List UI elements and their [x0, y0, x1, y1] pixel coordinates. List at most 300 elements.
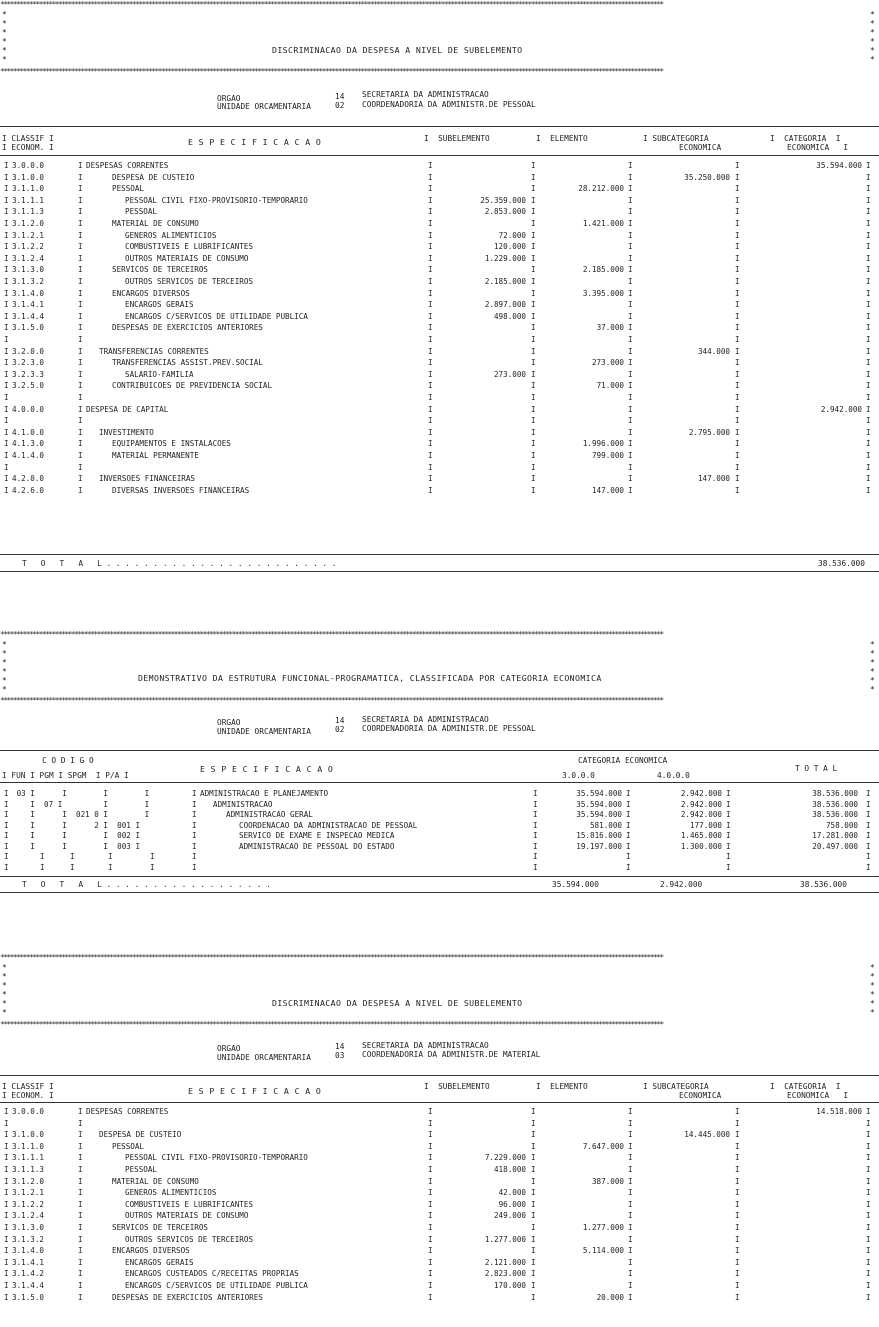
row-total: 38.536.000 — [812, 810, 858, 819]
col-header-codigo: C O D I G O — [42, 756, 94, 765]
row-description: PESSOAL CIVIL FIXO-PROVISORIO-TEMPORARIO — [125, 195, 308, 205]
row-sep: I — [735, 404, 740, 414]
row-sep: I — [628, 451, 633, 460]
row-sep: I — [626, 852, 631, 861]
row-sep: I — [866, 1176, 871, 1186]
row-elemento: 387.000 — [591, 1176, 624, 1186]
row-sep: I — [4, 381, 9, 391]
row-description: DESPESAS DE EXERCICIOS ANTERIORES — [112, 1292, 263, 1302]
row-sep: I — [4, 1246, 9, 1256]
row-cat-4000: 2.942.000 — [680, 799, 722, 809]
row-code: 4.1.0.0 — [12, 427, 45, 437]
row-sep: I — [533, 799, 538, 809]
row-code: 3.1.4.0 — [12, 1246, 45, 1256]
row-code: 4.2.6.0 — [12, 485, 45, 495]
row-sep: I — [78, 462, 83, 472]
row-sep: I — [866, 1246, 871, 1256]
row-sep: I — [531, 1292, 536, 1302]
row-sep: I — [866, 288, 871, 298]
table-rule — [0, 571, 879, 572]
row-sep: I — [628, 369, 633, 379]
row-sep: I — [628, 277, 633, 286]
row-sep: I — [108, 852, 113, 861]
row-sep: I — [628, 1188, 633, 1198]
row-sep: I — [531, 393, 536, 402]
row-sep: I — [866, 799, 871, 809]
row-description: ENCARGOS CUSTEADOS C/RECEITAS PROPRIAS — [125, 1269, 299, 1279]
banner-edge-right: * * * * * * — [870, 10, 875, 64]
table-row — [0, 1280, 879, 1291]
report-title: DISCRIMINACAO DA DESPESA A NIVEL DE SUBELEMENTO — [272, 998, 523, 1008]
row-sep: I — [866, 195, 871, 205]
row-code: 3.1.1.0 — [12, 184, 45, 194]
row-sep: I — [735, 1141, 740, 1151]
row-sep: I — [866, 1234, 871, 1244]
table-row — [0, 841, 879, 852]
row-description: GENEROS ALIMENTICIOS — [125, 230, 217, 240]
table-row — [0, 1141, 879, 1152]
row-sep: I — [4, 277, 9, 286]
table-row — [0, 172, 879, 183]
row-sep: I — [735, 1176, 740, 1186]
row-sep: I — [531, 485, 536, 495]
row-sep: I — [726, 820, 731, 830]
row-sep: I — [4, 335, 9, 344]
row-sep: I — [78, 288, 83, 298]
report-title: DISCRIMINACAO DA DESPESA A NIVEL DE SUBELEMENTO — [272, 45, 523, 55]
row-sep: I — [78, 1118, 83, 1128]
row-total: 17.281.000 — [812, 831, 858, 840]
row-description: ENCARGOS C/SERVICOS DE UTILIDADE PUBLICA — [125, 1281, 308, 1290]
row-subelemento: 273.000 — [493, 369, 526, 379]
table-row — [0, 1257, 879, 1268]
row-subcategoria: 2.795.000 — [688, 427, 730, 437]
row-sep: I — [428, 1292, 433, 1302]
row-subelemento: 2.121.000 — [484, 1257, 526, 1267]
row-sep: I — [628, 242, 633, 252]
row-sep: I — [531, 1107, 536, 1116]
row-sep: I — [531, 474, 536, 484]
row-sep: I — [78, 1211, 83, 1221]
row-sep: I — [531, 358, 536, 368]
unidade-code: 03 — [335, 1051, 345, 1060]
row-sep: I — [531, 1269, 536, 1279]
col-header-categoria-2: ECONOMICA I — [787, 143, 849, 152]
row-sep: I — [4, 810, 9, 819]
row-sep: I — [4, 311, 9, 321]
row-sep: I — [735, 207, 740, 217]
row-codes: 03 I I I I — [12, 789, 150, 798]
row-cat-4000: 2.942.000 — [680, 789, 722, 798]
row-sep: I — [4, 404, 9, 414]
row-sep: I — [735, 1281, 740, 1290]
row-sep: I — [866, 1165, 871, 1174]
row-elemento: 37.000 — [596, 323, 624, 333]
row-sep: I — [626, 820, 631, 830]
table-row — [0, 357, 879, 368]
row-sep: I — [735, 323, 740, 333]
row-sep: I — [4, 852, 9, 861]
row-sep: I — [4, 242, 9, 252]
row-total: 38.536.000 — [812, 799, 858, 809]
row-description: DESPESA DE CAPITAL — [86, 404, 169, 414]
table-row — [0, 392, 879, 403]
row-sep: I — [4, 219, 9, 228]
row-sep: I — [78, 1153, 83, 1163]
row-description: ADMINISTRACAO GERAL — [226, 810, 313, 819]
row-description: DESPESAS CORRENTES — [86, 1107, 169, 1116]
row-sep: I — [735, 335, 740, 344]
row-sep: I — [4, 1211, 9, 1221]
row-subelemento: 72.000 — [498, 230, 526, 240]
row-subelemento: 2.823.000 — [484, 1269, 526, 1279]
row-description: ENCARGOS GERAIS — [125, 1257, 194, 1267]
col-header-categoria: I CATEGORIA I — [770, 134, 841, 143]
row-sep: I — [428, 219, 433, 228]
row-sep: I — [628, 1211, 633, 1221]
row-description: OUTROS SERVICOS DE TERCEIROS — [125, 1234, 254, 1244]
row-sep: I — [78, 439, 83, 449]
row-sep: I — [866, 831, 871, 840]
row-sep: I — [531, 346, 536, 356]
row-sep: I — [628, 1269, 633, 1279]
row-sep: I — [866, 230, 871, 240]
row-description: MATERIAL DE CONSUMO — [112, 219, 199, 228]
row-code: 3.1.4.2 — [12, 1269, 45, 1279]
row-sep: I — [866, 300, 871, 310]
row-sep: I — [735, 427, 740, 437]
col-header-subcategoria-2: ECONOMICA — [679, 143, 722, 152]
row-sep: I — [428, 1176, 433, 1186]
col-header-categoria-economica: CATEGORIA ECONOMICA — [578, 756, 668, 765]
row-sep: I — [78, 1281, 83, 1290]
row-sep: I — [78, 369, 83, 379]
table-row — [0, 322, 879, 333]
row-sep: I — [531, 288, 536, 298]
row-subcategoria: 14.445.000 — [684, 1130, 730, 1140]
row-sep: I — [628, 1199, 633, 1209]
row-sep: I — [428, 369, 433, 379]
row-sep: I — [428, 381, 433, 391]
row-elemento: 7.647.000 — [582, 1141, 624, 1151]
row-sep: I — [78, 1269, 83, 1279]
row-sep: I — [866, 1281, 871, 1290]
row-sep: I — [866, 416, 871, 426]
row-sep: I — [735, 184, 740, 194]
row-sep: I — [4, 1176, 9, 1186]
row-sep: I — [78, 172, 83, 182]
row-sep: I — [735, 1153, 740, 1163]
row-sep: I — [78, 1223, 83, 1232]
row-sep: I — [531, 381, 536, 391]
table-row — [0, 241, 879, 252]
row-sep: I — [428, 439, 433, 449]
table-row — [0, 473, 879, 484]
table-row — [0, 1152, 879, 1163]
row-sep: I — [735, 195, 740, 205]
row-sep: I — [78, 485, 83, 495]
row-description: ENCARGOS C/SERVICOS DE UTILIDADE PUBLICA — [125, 311, 308, 321]
row-sep: I — [428, 416, 433, 426]
row-sep: I — [4, 346, 9, 356]
row-sep: I — [78, 195, 83, 205]
row-code: 3.1.2.0 — [12, 1176, 45, 1186]
row-sep: I — [4, 1281, 9, 1290]
unidade-label: UNIDADE ORCAMENTARIA — [217, 102, 311, 111]
row-sep: I — [4, 474, 9, 484]
row-sep: I — [428, 1234, 433, 1244]
row-sep: I — [78, 311, 83, 321]
row-sep: I — [428, 242, 433, 252]
row-sep: I — [4, 1199, 9, 1209]
row-sep: I — [4, 1141, 9, 1151]
row-sep: I — [4, 323, 9, 333]
row-description: SERVICO DE EXAME E INSPECAO MEDICA — [239, 831, 395, 840]
row-sep: I — [78, 393, 83, 402]
row-sep: I — [78, 474, 83, 484]
row-description: TRANSFERENCIAS CORRENTES — [99, 346, 209, 356]
row-subelemento: 2.185.000 — [484, 277, 526, 286]
row-codes: I I I 003 I — [12, 841, 141, 851]
table-row — [0, 404, 879, 415]
orgao-code: 14 — [335, 716, 345, 725]
row-sep: I — [531, 265, 536, 275]
row-description: ADMINISTRACAO DE PESSOAL DO ESTADO — [239, 841, 395, 851]
row-sep: I — [428, 346, 433, 356]
row-sep: I — [4, 485, 9, 495]
row-sep: I — [628, 219, 633, 228]
table-row — [0, 450, 879, 461]
asterisk-border: ************************************************************************************************************************************************************************************************************** — [0, 630, 663, 639]
row-sep: I — [735, 172, 740, 182]
row-sep: I — [4, 1269, 9, 1279]
row-sep: I — [531, 1234, 536, 1244]
unidade-code: 02 — [335, 101, 345, 110]
row-sep: I — [628, 427, 633, 437]
banner-edge-left: * * * * * * — [2, 963, 7, 1017]
row-sep: I — [78, 1199, 83, 1209]
row-sep: I — [4, 1130, 9, 1140]
row-sep: I — [533, 841, 538, 851]
row-sep: I — [531, 195, 536, 205]
table-row — [0, 346, 879, 357]
table-row — [0, 206, 879, 217]
row-sep: I — [4, 427, 9, 437]
row-subcategoria: 344.000 — [697, 346, 730, 356]
row-categoria: 35.594.000 — [816, 161, 862, 170]
row-sep: I — [626, 841, 631, 851]
row-sep: I — [628, 207, 633, 217]
table-rule — [0, 126, 879, 127]
row-sep: I — [866, 161, 871, 170]
row-sep: I — [726, 831, 731, 840]
row-sep: I — [4, 230, 9, 240]
table-row — [0, 830, 879, 841]
row-sep: I — [735, 311, 740, 321]
row-sep: I — [531, 1281, 536, 1290]
row-code: 3.1.1.3 — [12, 1165, 45, 1174]
row-code: 3.1.4.4 — [12, 1281, 45, 1290]
row-sep: I — [866, 323, 871, 333]
row-sep: I — [4, 451, 9, 460]
table-row — [0, 1164, 879, 1175]
orgao-name: SECRETARIA DA ADMINISTRACAO — [362, 90, 489, 99]
table-row — [0, 1245, 879, 1256]
col-header-econom: I ECONOM. I — [2, 143, 54, 152]
row-sep: I — [866, 810, 871, 819]
table-row — [0, 1234, 879, 1245]
row-code: 3.1.1.3 — [12, 207, 45, 217]
row-codes: I I I 002 I — [12, 831, 141, 840]
row-subelemento: 42.000 — [498, 1188, 526, 1198]
row-code: 3.1.1.0 — [12, 1141, 45, 1151]
table-row — [0, 788, 879, 799]
row-sep: I — [150, 852, 155, 861]
row-sep: I — [531, 311, 536, 321]
table-row — [0, 462, 879, 473]
orgao-code: 14 — [335, 1042, 345, 1051]
row-sep: I — [726, 810, 731, 819]
table-row — [0, 369, 879, 380]
row-elemento: 3.395.000 — [582, 288, 624, 298]
col-header-subelemento: I SUBELEMENTO — [424, 134, 490, 143]
row-sep: I — [428, 358, 433, 368]
row-sep: I — [866, 474, 871, 484]
row-sep: I — [78, 1292, 83, 1302]
row-cat-3000: 35.594.000 — [576, 789, 622, 798]
row-description: DESPESAS CORRENTES — [86, 161, 169, 170]
row-sep: I — [866, 393, 871, 402]
row-sep: I — [628, 1107, 633, 1116]
row-description: CONTRIBUICOES DE PREVIDENCIA SOCIAL — [112, 381, 273, 391]
unidade-name: COORDENADORIA DA ADMINISTR.DE PESSOAL — [362, 100, 536, 109]
row-sep: I — [78, 219, 83, 228]
row-categoria: 2.942.000 — [820, 404, 862, 414]
row-sep: I — [70, 852, 75, 861]
unidade-label: UNIDADE ORCAMENTARIA — [217, 1053, 311, 1062]
asterisk-border: ************************************************************************************************************************************************************************************************************** — [0, 696, 663, 705]
table-row — [0, 1176, 879, 1187]
row-sep: I — [628, 195, 633, 205]
row-sep: I — [428, 1281, 433, 1290]
row-sep: I — [78, 1130, 83, 1140]
row-code: 3.1.1.1 — [12, 1153, 45, 1163]
row-sep: I — [4, 1165, 9, 1174]
row-description: PESSOAL — [125, 1165, 158, 1174]
row-sep: I — [531, 1130, 536, 1140]
row-sep: I — [735, 1188, 740, 1198]
row-sep: I — [428, 172, 433, 182]
row-code: 3.1.3.2 — [12, 277, 45, 286]
row-sep: I — [4, 1223, 9, 1232]
total-label: T O T A L . . . . . . . . . . . . . . . . . . — [22, 880, 271, 889]
asterisk-border: ************************************************************************************************************************************************************************************************************** — [0, 953, 663, 962]
row-sep: I — [4, 1107, 9, 1116]
row-description: TRANSFERENCIAS ASSIST.PREV.SOCIAL — [112, 358, 263, 368]
row-sep: I — [4, 416, 9, 426]
row-sep: I — [866, 1153, 871, 1163]
row-description: SERVICOS DE TERCEIROS — [112, 265, 209, 275]
row-sep: I — [628, 1246, 633, 1256]
row-sep: I — [531, 172, 536, 182]
row-sep: I — [531, 300, 536, 310]
table-row — [0, 1210, 879, 1221]
row-sep: I — [78, 242, 83, 252]
row-subcategoria: 147.000 — [697, 474, 730, 484]
row-sep: I — [78, 1234, 83, 1244]
row-sep: I — [531, 1246, 536, 1256]
row-sep: I — [628, 474, 633, 484]
row-sep: I — [4, 358, 9, 368]
row-sep: I — [4, 1153, 9, 1163]
row-code: 3.2.3.3 — [12, 369, 45, 379]
table-row — [0, 809, 879, 820]
row-code: 3.1.0.0 — [12, 172, 45, 182]
row-sep: I — [735, 369, 740, 379]
table-rule — [0, 1075, 879, 1076]
row-codes: I I 021 0 I I — [12, 810, 150, 819]
row-sep: I — [628, 1257, 633, 1267]
row-sep: I — [4, 1118, 9, 1128]
row-sep: I — [428, 393, 433, 402]
row-sep: I — [78, 230, 83, 240]
row-sep: I — [78, 184, 83, 194]
row-sep: I — [428, 184, 433, 194]
row-sep: I — [78, 1188, 83, 1198]
row-description: OUTROS MATERIAIS DE CONSUMO — [125, 253, 249, 263]
row-sep: I — [533, 820, 538, 830]
row-sep: I — [735, 230, 740, 240]
row-sep: I — [735, 1223, 740, 1232]
row-sep: I — [531, 1188, 536, 1198]
row-code: 3.1.3.0 — [12, 265, 45, 275]
row-description: ADMINISTRACAO E PLANEJAMENTO — [200, 789, 329, 798]
row-sep: I — [866, 369, 871, 379]
row-code: 3.1.4.0 — [12, 288, 45, 298]
row-code: 3.1.2.4 — [12, 1211, 45, 1221]
row-sep: I — [866, 335, 871, 344]
row-sep: I — [4, 393, 9, 402]
col-header-subcategoria-2: ECONOMICA — [679, 1091, 722, 1100]
row-sep: I — [735, 485, 740, 495]
row-subcategoria: 35.250.000 — [684, 172, 730, 182]
row-sep: I — [428, 1130, 433, 1140]
total-cat-4000: 2.942.000 — [660, 880, 703, 889]
orgao-label: ORGAO — [217, 718, 241, 727]
row-sep: I — [4, 1234, 9, 1244]
table-row — [0, 218, 879, 229]
asterisk-border: ************************************************************************************************************************************************************************************************************** — [0, 1020, 663, 1029]
col-header-especificacao: E S P E C I F I C A C A O — [188, 137, 322, 147]
row-elemento: 1.996.000 — [582, 439, 624, 449]
row-sep: I — [866, 311, 871, 321]
row-sep: I — [531, 462, 536, 472]
row-description: OUTROS SERVICOS DE TERCEIROS — [125, 277, 254, 286]
row-sep: I — [78, 1246, 83, 1256]
row-sep: I — [866, 1223, 871, 1232]
col-header-cat-3000: 3.0.0.0 — [562, 771, 595, 780]
row-sep: I — [735, 265, 740, 275]
row-sep: I — [628, 300, 633, 310]
row-sep: I — [628, 1292, 633, 1302]
row-sep: I — [78, 1141, 83, 1151]
row-sep: I — [531, 230, 536, 240]
row-sep: I — [866, 346, 871, 356]
row-total: 20.497.000 — [812, 841, 858, 851]
row-sep: I — [866, 485, 871, 495]
row-code: 3.1.4.1 — [12, 300, 45, 310]
row-sep: I — [866, 1269, 871, 1279]
